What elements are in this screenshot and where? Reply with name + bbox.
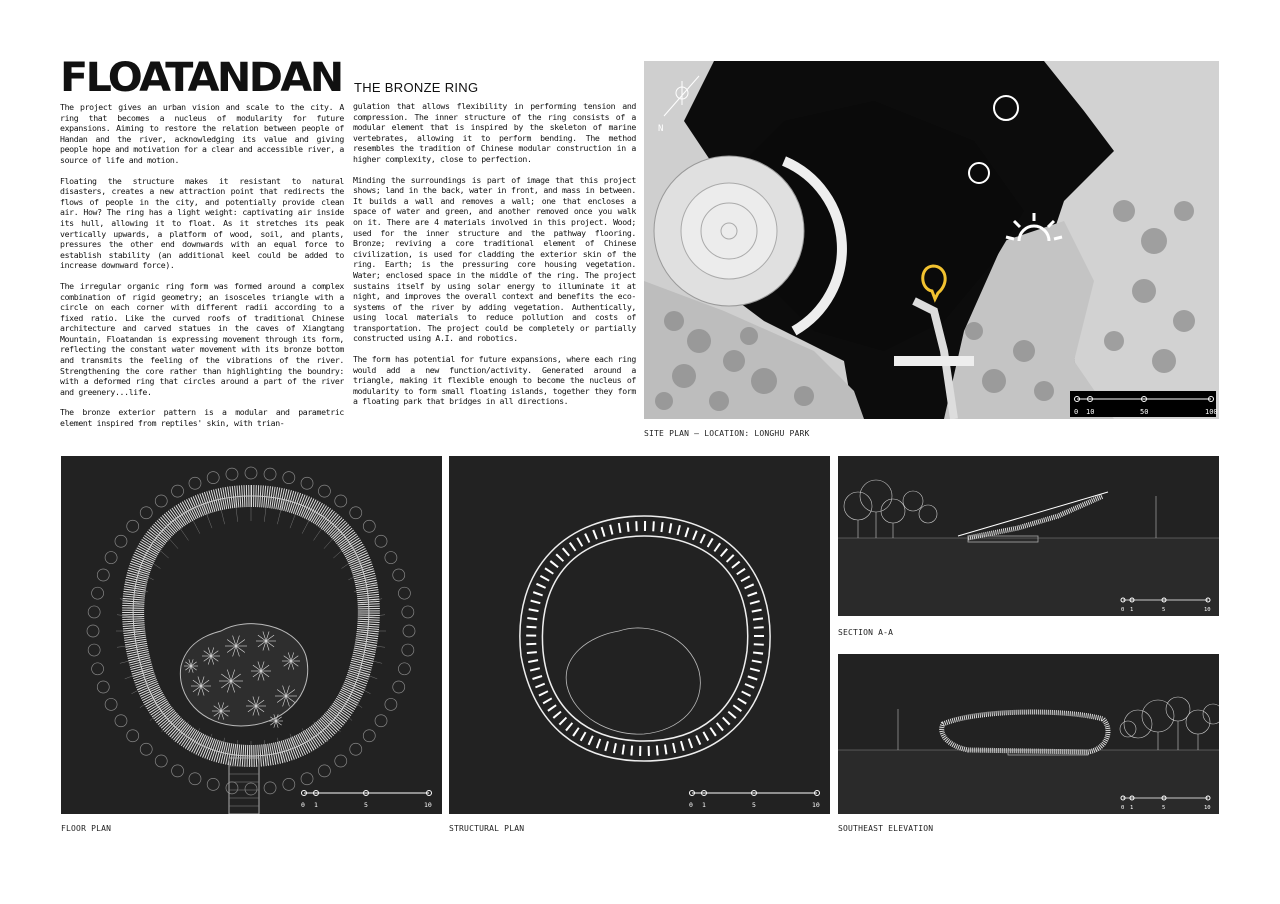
floor-plan-drawing [61,456,442,814]
paragraph: The bronze exterior pattern is a modular and parametric element inspired from reptiles' skin, with trian- [60,407,344,429]
north-label: N [658,124,664,134]
scale-label: 5 [1162,805,1166,811]
scale-label: 10 [812,801,820,809]
scale-label: 5 [364,801,368,809]
scale-label: 0 [1074,408,1079,416]
scale-label: 5 [752,801,756,809]
caption-floor-plan: FLOOR PLAN [61,824,112,833]
site-plan-drawing [644,61,1219,419]
section-drawing [838,456,1219,616]
caption-site-plan: SITE PLAN – LOCATION: LONGHU PARK [644,429,810,438]
scale-label: 100 [1205,408,1218,416]
scale-label: 50 [1140,408,1149,416]
scale-label: 10 [1204,607,1211,613]
paragraph: The form has potential for future expansions, where each ring would add a new function/activity. Generated around a triangle, making it flexible enough to become the nucleus of modularity to form small floating islands, together they form a floating park that bridges in all directions. [353,354,636,407]
scale-label: 10 [1086,408,1095,416]
scale-label: 0 [689,801,693,809]
scale-label: 0 [1121,805,1125,811]
scale-label: 1 [702,801,706,809]
scale-label: 10 [424,801,432,809]
scale-label: 5 [1162,607,1166,613]
paragraph: Floating the structure makes it resistant to natural disasters, creates a new attraction point that redirects the flows of people in the city, and potentially provide clean air. How? The ring has a light weight: captivating air inside its hull, allowing it to float. As it stretches its peak vertically upwards, a platform of wood, soil, and plants, pressures the other end downwards with an equal force to establish stability (an additional keel could be added to increase downward force). [60,175,344,271]
elevation-drawing [838,654,1219,814]
paragraph: The irregular organic ring form was formed around a complex combination of rigid geometry; an isosceles triangle with a circle on each corner with different radii according to a fixed ratio. Like the curved roofs of traditional Chinese architecture and carved statues in the caves of Xiangtang Mountain, Floatandan is expressing movement through its form, reflecting the constant water movement with its bronze bottom and transmits the feeling of the vibrations of the river. Strengthening the core rather than highlighting the boundry: with a deformed ring that circles around a part of the river and greenery...life. [60,280,344,397]
scale-label: 0 [301,801,305,809]
structural-plan-drawing [449,456,830,814]
page-title: FLOATANDAN [60,55,342,101]
caption-elevation: SOUTHEAST ELEVATION [838,824,934,833]
scale-label: 1 [1130,805,1134,811]
text-column-left [60,102,344,439]
scale-label: 0 [1121,607,1125,613]
caption-structural-plan: STRUCTURAL PLAN [449,824,525,833]
scale-label: 1 [314,801,318,809]
scale-label: 1 [1130,607,1134,613]
page-subtitle: THE BRONZE RING [354,80,479,95]
paragraph: The project gives an urban vision and scale to the city. A ring that becomes a nucleus of modularity for future expansions. Aiming to restore the relation between people of Handan and the river, acknowledging its value and giving people hope and motivation for a clear and accessible river, a source of life and motion. [60,102,344,165]
caption-section: SECTION A-A [838,628,894,637]
text-column-right [353,101,636,417]
paragraph: gulation that allows flexibility in performing tension and compression. The inner structure of the ring consists of a modular element that is inspired by the skeleton of marine vertebrates, allowing it to perform bending. The method resembles the tradition of Chinese modular construction in a higher complexity, close to perfection. [353,101,636,164]
paragraph: Minding the surroundings is part of image that this project shows; land in the back, water in front, and mass in between. It builds a wall and removes a wall; one that encloses a space of water and green, and another removed once you walk on it. There are 4 materials involved in this project. Wood; used for the inner structure and the pathway flooring. Bronze; reviving a core traditional element of Chinese civilization, is used for cladding the exterior skin of the ring. Earth; is the pressuring core housing vegetation. Water; enclosed space in the middle of the ring. The project sustains itself by using solar energy to illuminate it at night, and improves the overall context and benefits the eco-systems of the river by adding vegetation. Authentically, using local materials to reduce pollution and costs of transportation. The project could be completely or partially constructed using A.I. and robotics. [353,174,636,344]
scale-label: 10 [1204,805,1211,811]
